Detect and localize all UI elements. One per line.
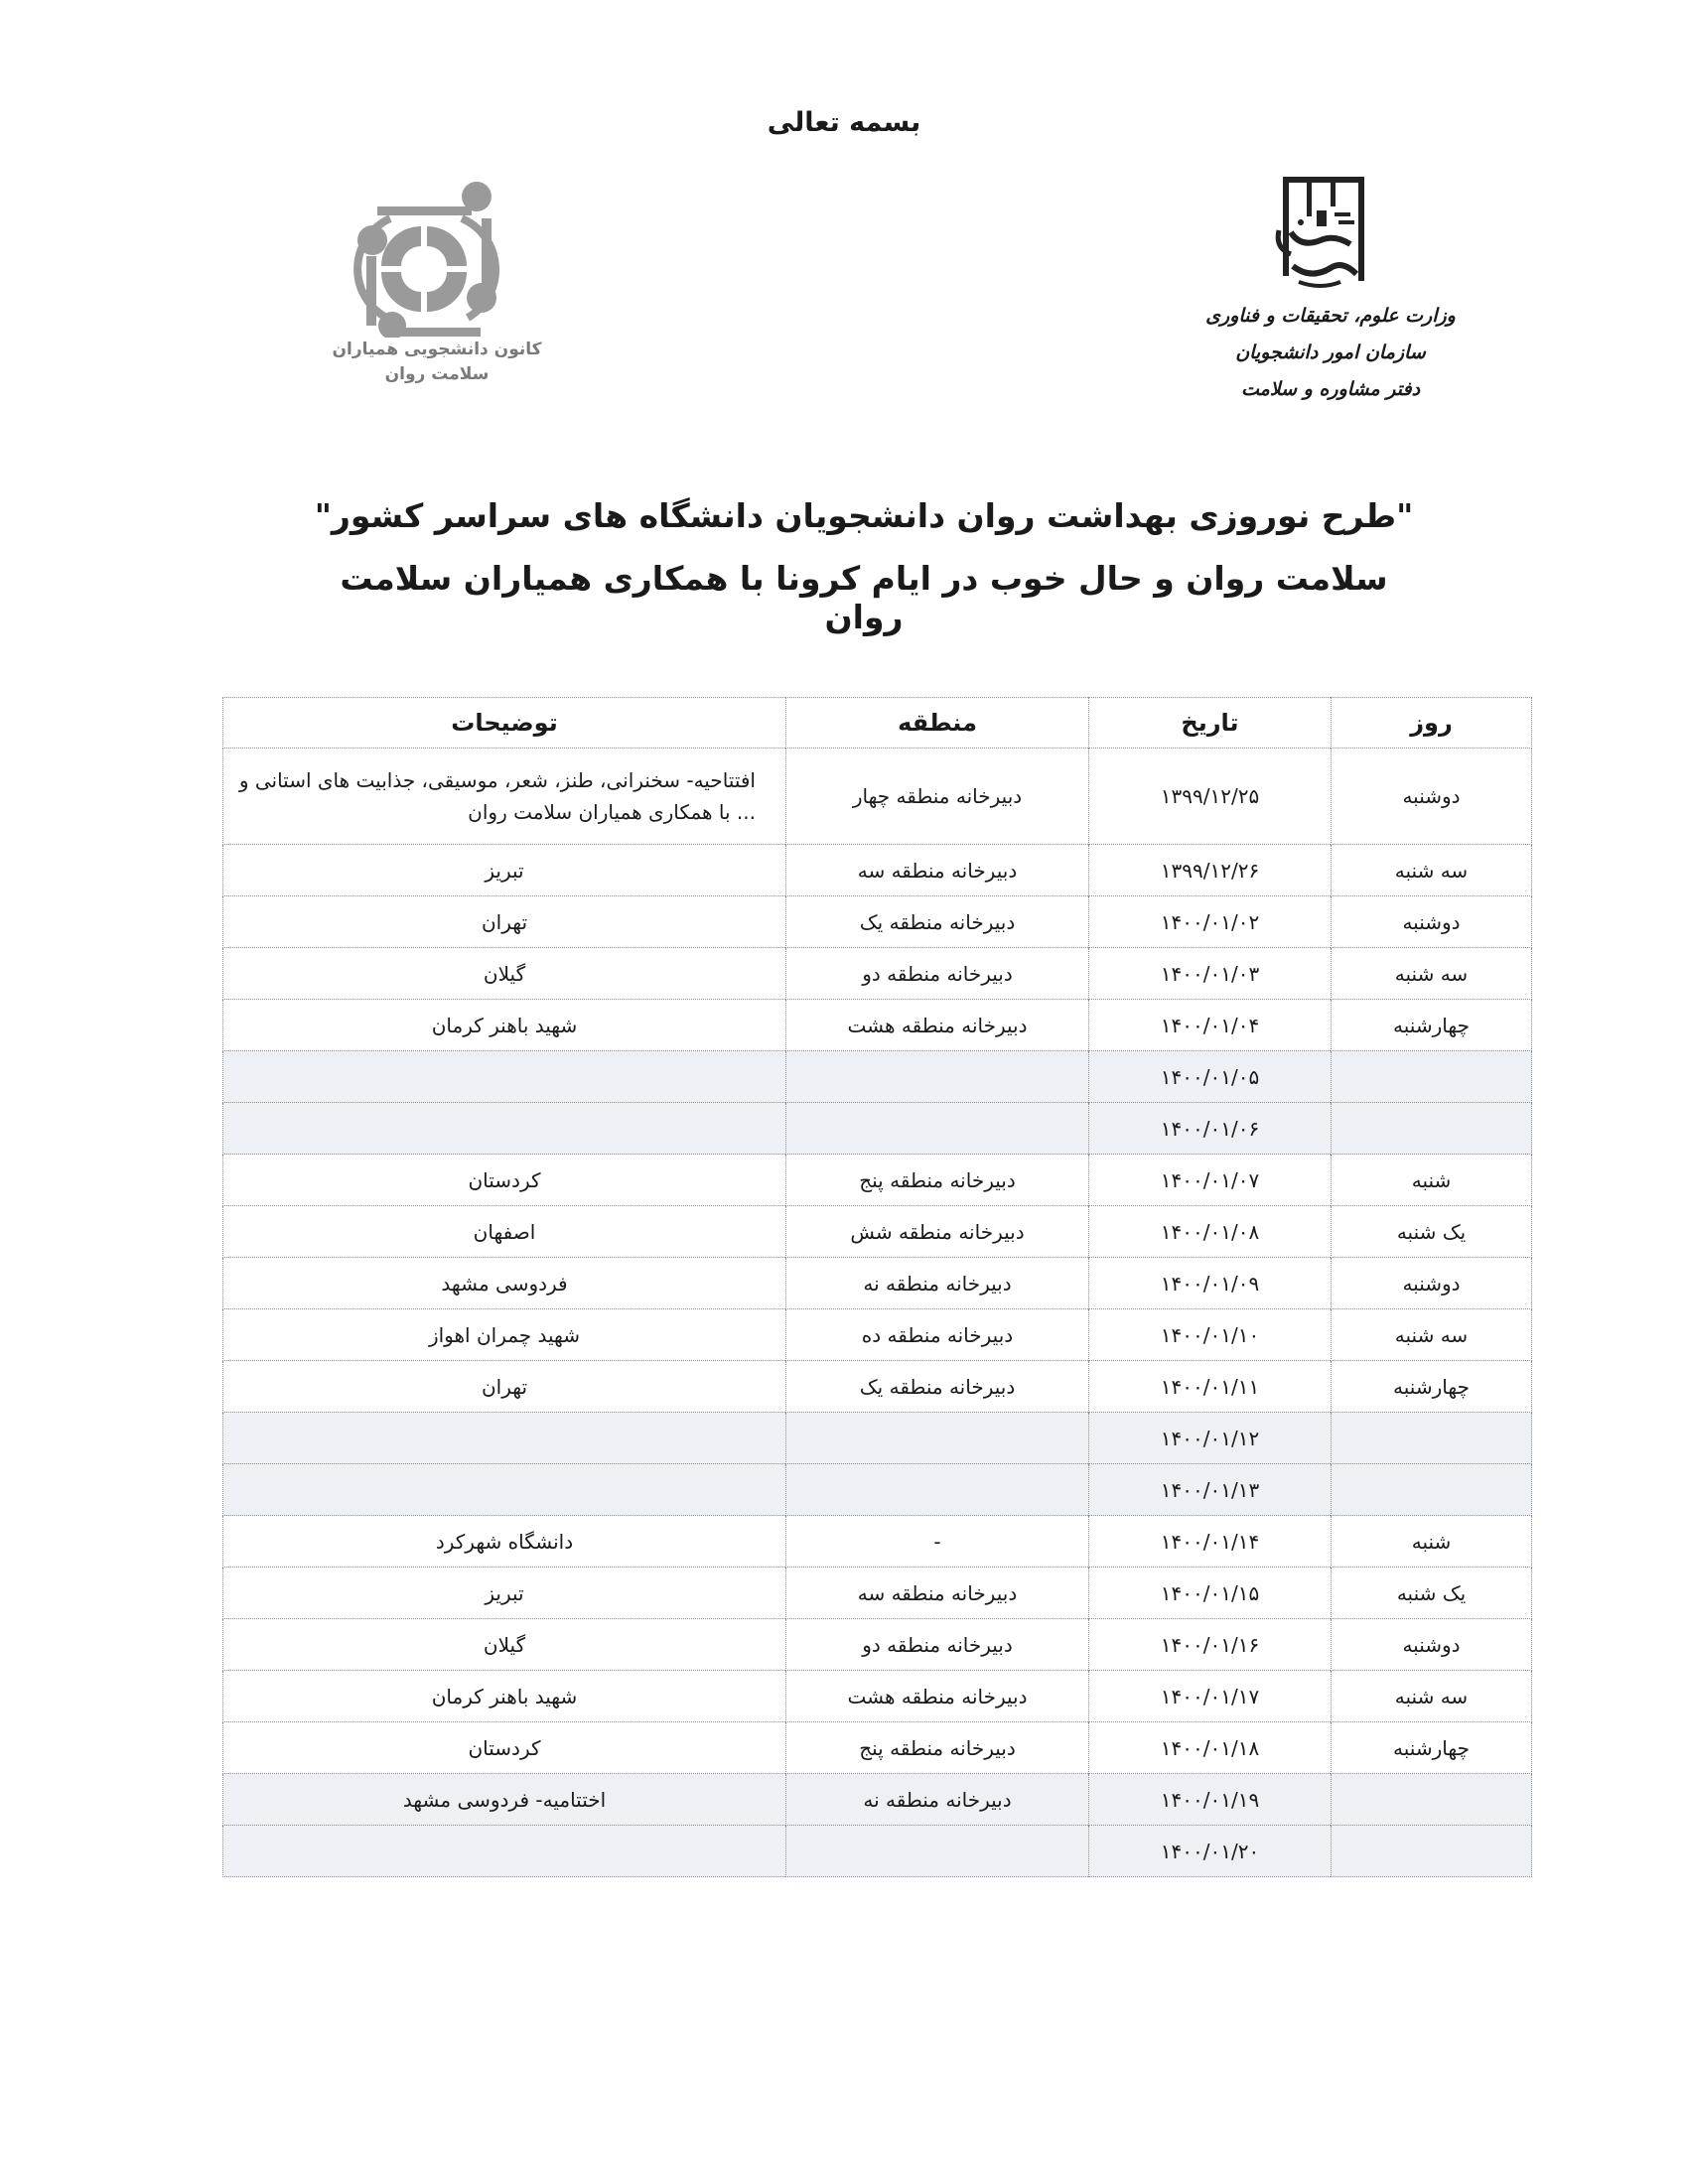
ministry-student-affairs-logo-icon <box>1271 171 1380 292</box>
description-cell: گیلان <box>223 948 786 1000</box>
date-cell: ۱۴۰۰/۰۱/۱۱ <box>1089 1361 1332 1413</box>
description-cell: کردستان <box>223 1155 786 1206</box>
region-cell: دبیرخانه منطقه دو <box>786 948 1089 1000</box>
region-cell: دبیرخانه منطقه یک <box>786 896 1089 948</box>
column-header-day: روز <box>1332 698 1532 749</box>
date-cell: ۱۳۹۹/۱۲/۲۶ <box>1089 845 1332 896</box>
table-row <box>223 1155 1532 1206</box>
description-cell: گیلان <box>223 1619 786 1671</box>
schedule-body <box>223 749 1532 1877</box>
day-cell: یک شنبه <box>1332 1206 1532 1258</box>
peers-logo-caption <box>318 338 556 387</box>
date-cell: ۱۴۰۰/۰۱/۱۷ <box>1089 1671 1332 1722</box>
description-cell <box>223 1413 786 1464</box>
day-cell: شنبه <box>1332 1155 1532 1206</box>
date-cell: ۱۴۰۰/۰۱/۱۴ <box>1089 1516 1332 1568</box>
region-cell: دبیرخانه منطقه پنج <box>786 1155 1089 1206</box>
table-row <box>223 1309 1532 1361</box>
region-cell: دبیرخانه منطقه شش <box>786 1206 1089 1258</box>
schedule-table <box>222 697 1532 1877</box>
description-cell <box>223 1051 786 1103</box>
day-cell: دوشنبه <box>1332 749 1532 845</box>
region-cell: دبیرخانه منطقه نه <box>786 1258 1089 1309</box>
table-row <box>223 1671 1532 1722</box>
description-cell: دانشگاه شهرکرد <box>223 1516 786 1568</box>
table-row <box>223 896 1532 948</box>
date-cell: ۱۴۰۰/۰۱/۱۰ <box>1089 1309 1332 1361</box>
organization-block <box>1152 298 1509 408</box>
day-cell: سه شنبه <box>1332 845 1532 896</box>
table-row <box>223 948 1532 1000</box>
table-row <box>223 1206 1532 1258</box>
date-cell: ۱۴۰۰/۰۱/۱۶ <box>1089 1619 1332 1671</box>
day-cell <box>1332 1774 1532 1826</box>
description-cell <box>223 1103 786 1155</box>
region-cell: دبیرخانه منطقه سه <box>786 1568 1089 1619</box>
date-cell: ۱۴۰۰/۰۱/۰۳ <box>1089 948 1332 1000</box>
document-subtitle: سلامت روان و حال خوب در ایام کرونا با همکاری همیاران سلامت روان <box>340 559 1388 636</box>
description-cell <box>223 1826 786 1877</box>
day-cell <box>1332 1826 1532 1877</box>
date-cell: ۱۴۰۰/۰۱/۱۹ <box>1089 1774 1332 1826</box>
day-cell: چهارشنبه <box>1332 1361 1532 1413</box>
region-cell: دبیرخانه منطقه دو <box>786 1619 1089 1671</box>
table-row <box>223 1051 1532 1103</box>
day-cell <box>1332 1413 1532 1464</box>
region-cell: دبیرخانه منطقه نه <box>786 1774 1089 1826</box>
date-cell: ۱۴۰۰/۰۱/۰۸ <box>1089 1206 1332 1258</box>
office-name: دفتر مشاوره و سلامت <box>1240 378 1421 400</box>
description-cell: فردوسی مشهد <box>223 1258 786 1309</box>
table-row <box>223 1000 1532 1051</box>
column-header-region: منطقه <box>786 698 1089 749</box>
region-cell: دبیرخانه منطقه ده <box>786 1309 1089 1361</box>
date-cell: ۱۴۰۰/۰۱/۰۷ <box>1089 1155 1332 1206</box>
region-cell: دبیرخانه منطقه هشت <box>786 1000 1089 1051</box>
document-title: "طرح نوروزی بهداشت روان دانشجویان دانشگاه های سراسر کشور" <box>314 496 1414 535</box>
date-cell: ۱۴۰۰/۰۱/۱۳ <box>1089 1464 1332 1516</box>
table-row <box>223 845 1532 896</box>
table-row <box>223 1516 1532 1568</box>
table-row <box>223 1361 1532 1413</box>
region-cell <box>786 1464 1089 1516</box>
region-cell: دبیرخانه منطقه سه <box>786 845 1089 896</box>
description-cell: افتتاحیه- سخنرانی، طنز، شعر، موسیقی، جذابیت های استانی و ... با همکاری همیاران سلامت روان <box>223 749 786 845</box>
description-cell: شهید چمران اهواز <box>223 1309 786 1361</box>
region-cell <box>786 1051 1089 1103</box>
peers-logo-caption-line-2: سلامت روان <box>384 364 490 384</box>
table-row <box>223 1774 1532 1826</box>
date-cell: ۱۴۰۰/۰۱/۰۹ <box>1089 1258 1332 1309</box>
table-row <box>223 1258 1532 1309</box>
date-cell: ۱۴۰۰/۰۱/۱۸ <box>1089 1722 1332 1774</box>
region-cell: دبیرخانه منطقه چهار <box>786 749 1089 845</box>
description-cell: تبریز <box>223 845 786 896</box>
table-row <box>223 1103 1532 1155</box>
day-cell <box>1332 1103 1532 1155</box>
organization-name: سازمان امور دانشجویان <box>1235 341 1426 363</box>
description-cell: تهران <box>223 1361 786 1413</box>
date-cell: ۱۴۰۰/۰۱/۰۴ <box>1089 1000 1332 1051</box>
table-row <box>223 749 1532 845</box>
date-cell: ۱۴۰۰/۰۱/۰۵ <box>1089 1051 1332 1103</box>
column-header-date: تاریخ <box>1089 698 1332 749</box>
date-cell: ۱۴۰۰/۰۱/۲۰ <box>1089 1826 1332 1877</box>
region-cell: دبیرخانه منطقه یک <box>786 1361 1089 1413</box>
peers-logo-caption-line-1: کانون دانشجویی همیاران <box>332 340 542 359</box>
table-row <box>223 1568 1532 1619</box>
description-cell: تهران <box>223 896 786 948</box>
region-cell: دبیرخانه منطقه پنج <box>786 1722 1089 1774</box>
day-cell: سه شنبه <box>1332 948 1532 1000</box>
table-row <box>223 1826 1532 1877</box>
date-cell: ۱۴۰۰/۰۱/۱۲ <box>1089 1413 1332 1464</box>
day-cell: شنبه <box>1332 1516 1532 1568</box>
region-cell: - <box>786 1516 1089 1568</box>
table-row <box>223 1619 1532 1671</box>
day-cell: سه شنبه <box>1332 1671 1532 1722</box>
description-cell: شهید باهنر کرمان <box>223 1000 786 1051</box>
day-cell: دوشنبه <box>1332 896 1532 948</box>
table-row <box>223 1413 1532 1464</box>
table-row <box>223 1722 1532 1774</box>
description-cell: شهید باهنر کرمان <box>223 1671 786 1722</box>
column-header-description: توضیحات <box>223 698 786 749</box>
region-cell <box>786 1103 1089 1155</box>
mental-health-peers-logo-icon <box>343 179 506 338</box>
date-cell: ۱۴۰۰/۰۱/۰۶ <box>1089 1103 1332 1155</box>
invocation-heading: بسمه تعالی <box>767 107 921 138</box>
region-cell <box>786 1826 1089 1877</box>
day-cell: سه شنبه <box>1332 1309 1532 1361</box>
day-cell <box>1332 1051 1532 1103</box>
date-cell: ۱۴۰۰/۰۱/۰۲ <box>1089 896 1332 948</box>
date-cell: ۱۳۹۹/۱۲/۲۵ <box>1089 749 1332 845</box>
ministry-name: وزارت علوم، تحقیقات و فناوری <box>1205 305 1456 327</box>
region-cell <box>786 1413 1089 1464</box>
description-cell: اختتامیه- فردوسی مشهد <box>223 1774 786 1826</box>
description-cell: تبریز <box>223 1568 786 1619</box>
day-cell: یک شنبه <box>1332 1568 1532 1619</box>
description-cell: کردستان <box>223 1722 786 1774</box>
description-cell <box>223 1464 786 1516</box>
description-cell: اصفهان <box>223 1206 786 1258</box>
table-header-row <box>223 698 1532 749</box>
day-cell: دوشنبه <box>1332 1258 1532 1309</box>
region-cell: دبیرخانه منطقه هشت <box>786 1671 1089 1722</box>
day-cell: دوشنبه <box>1332 1619 1532 1671</box>
date-cell: ۱۴۰۰/۰۱/۱۵ <box>1089 1568 1332 1619</box>
day-cell: چهارشنبه <box>1332 1000 1532 1051</box>
day-cell <box>1332 1464 1532 1516</box>
day-cell: چهارشنبه <box>1332 1722 1532 1774</box>
table-row <box>223 1464 1532 1516</box>
